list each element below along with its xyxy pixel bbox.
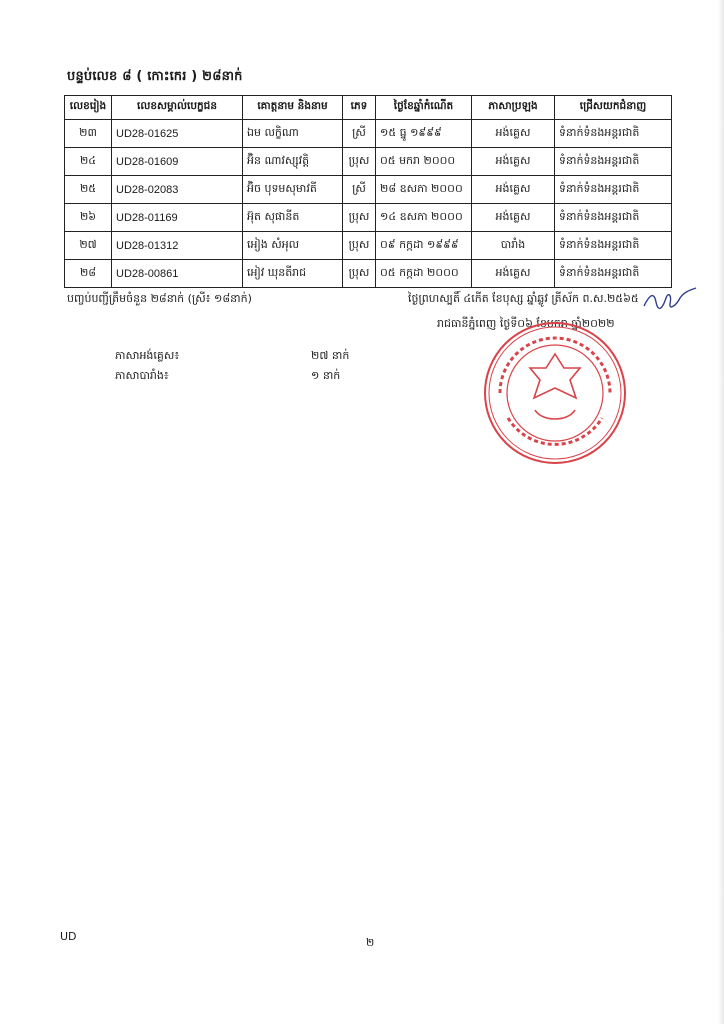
signature-stroke xyxy=(644,288,696,308)
cell-chosen-major: ទំនាក់ទំនងអន្តរជាតិ xyxy=(555,204,672,232)
table-row xyxy=(65,260,672,288)
place-and-date: រាជធានីភ្នំពេញ ថ្ងៃទី០៦ ខែមករា ឆ្នាំ២០២២ xyxy=(437,317,615,330)
cell-full-name: អ៊ិច បុទមសុមាវតី xyxy=(243,176,343,204)
seal-text-arc-top xyxy=(500,338,610,393)
summary-label: ភាសាបារាំង៖ xyxy=(115,369,169,382)
cell-exam-language: អង់គ្លេស xyxy=(472,176,555,204)
cell-full-name: អ៊ុត សុផានីត xyxy=(243,204,343,232)
cell-gender: ប្រុស xyxy=(343,232,376,260)
header-gender: ភេទ xyxy=(343,96,376,120)
room-title: បន្ទប់លេខ ៨ ( កោះកេរ ) ២៨នាក់ xyxy=(67,69,243,84)
header-exam-language: ភាសាប្រឡង xyxy=(472,96,555,120)
seal-inner-ring xyxy=(489,327,621,459)
cell-date-of-birth: ០៩ កក្កដា ១៩៩៩ xyxy=(376,232,472,260)
official-seal xyxy=(480,318,630,468)
seal-outer-ring xyxy=(485,323,625,463)
cell-chosen-major: ទំនាក់ទំនងអន្តរជាតិ xyxy=(555,232,672,260)
header-number: លេខរៀង xyxy=(65,96,112,120)
cell-full-name: អ៊ិន ណាវស្សុវត្តិ xyxy=(243,148,343,176)
cell-gender: ប្រុស xyxy=(343,204,376,232)
cell-number: ២៦ xyxy=(65,204,112,232)
cell-chosen-major: ទំនាក់ទំនងអន្តរជាតិ xyxy=(555,120,672,148)
table-row xyxy=(65,232,672,260)
header-chosen-major: ជ្រើសយកជំនាញ xyxy=(555,96,672,120)
cell-gender: ស្រី xyxy=(343,176,376,204)
summary-label: ភាសាអង់គ្លេស៖ xyxy=(115,349,180,362)
summary-value: ២៧ នាក់ xyxy=(311,349,350,362)
cell-candidate-id: UD28-01625 xyxy=(112,120,243,148)
cell-chosen-major: ទំនាក់ទំនងអន្តរជាតិ xyxy=(555,176,672,204)
cell-candidate-id: UD28-01609 xyxy=(112,148,243,176)
seal-emblem-ring xyxy=(507,345,603,441)
cell-date-of-birth: ១៥ ធ្នូ ១៩៩៩ xyxy=(376,120,472,148)
cell-date-of-birth: ២៨ ឧសភា ២០០០ xyxy=(376,176,472,204)
cell-gender: ស្រី xyxy=(343,120,376,148)
cell-full-name: ឯម លក្ខិណា xyxy=(243,120,343,148)
summary-value: ១ នាក់ xyxy=(311,369,341,382)
table-row xyxy=(65,176,672,204)
table-row xyxy=(65,148,672,176)
header-candidate-id: លេខសម្គាល់បេក្ខជន xyxy=(112,96,243,120)
cell-candidate-id: UD28-00861 xyxy=(112,260,243,288)
table-row xyxy=(65,204,672,232)
cell-number: ២៧ xyxy=(65,232,112,260)
closing-count: បញ្ចប់បញ្ជីត្រឹមចំនួន ២៨នាក់ (ស្រី៖ ១៨នាក់) xyxy=(67,292,252,305)
cell-gender: ប្រុស xyxy=(343,148,376,176)
cell-number: ២៣ xyxy=(65,120,112,148)
corner-code: UD xyxy=(60,930,77,943)
lunar-date: ថ្ងៃព្រហស្បតិ៍ ៤កើត ខែបុស្ស ឆ្នាំឆ្លូវ ត្រីស័ក ព.ស.២៥៦៥ xyxy=(408,292,639,305)
cell-exam-language: អង់គ្លេស xyxy=(472,260,555,288)
cell-candidate-id: UD28-01169 xyxy=(112,204,243,232)
cell-candidate-id: UD28-01312 xyxy=(112,232,243,260)
signature xyxy=(640,284,700,314)
cell-date-of-birth: ១៤ ឧសភា ២០០០ xyxy=(376,204,472,232)
cell-number: ២៥ xyxy=(65,176,112,204)
candidate-table xyxy=(64,95,672,288)
cell-chosen-major: ទំនាក់ទំនងអន្តរជាតិ xyxy=(555,148,672,176)
cell-full-name: អៀង សំអុល xyxy=(243,232,343,260)
cell-date-of-birth: ០៥ មករា ២០០០ xyxy=(376,148,472,176)
cell-chosen-major: ទំនាក់ទំនងអន្តរជាតិ xyxy=(555,260,672,288)
cell-candidate-id: UD28-02083 xyxy=(112,176,243,204)
cell-gender: ប្រុស xyxy=(343,260,376,288)
cell-number: ២៤ xyxy=(65,148,112,176)
seal-emblem xyxy=(530,354,580,398)
seal-emblem-base xyxy=(535,410,575,419)
cell-exam-language: អង់គ្លេស xyxy=(472,204,555,232)
table-row xyxy=(65,120,672,148)
cell-exam-language: អង់គ្លេស xyxy=(472,120,555,148)
header-date-of-birth: ថ្ងៃខែឆ្នាំកំណើត xyxy=(376,96,472,120)
cell-date-of-birth: ០៥ កក្កដា ២០០០ xyxy=(376,260,472,288)
header-full-name: គោត្តនាម និងនាម xyxy=(243,96,343,120)
cell-number: ២៨ xyxy=(65,260,112,288)
page-edge-shadow xyxy=(718,0,724,1024)
table-header-row xyxy=(65,96,672,120)
cell-exam-language: អង់គ្លេស xyxy=(472,148,555,176)
cell-full-name: អៀវ ឃុនតីរាជ xyxy=(243,260,343,288)
cell-exam-language: បារាំង xyxy=(472,232,555,260)
page-number: ២ xyxy=(366,936,375,949)
